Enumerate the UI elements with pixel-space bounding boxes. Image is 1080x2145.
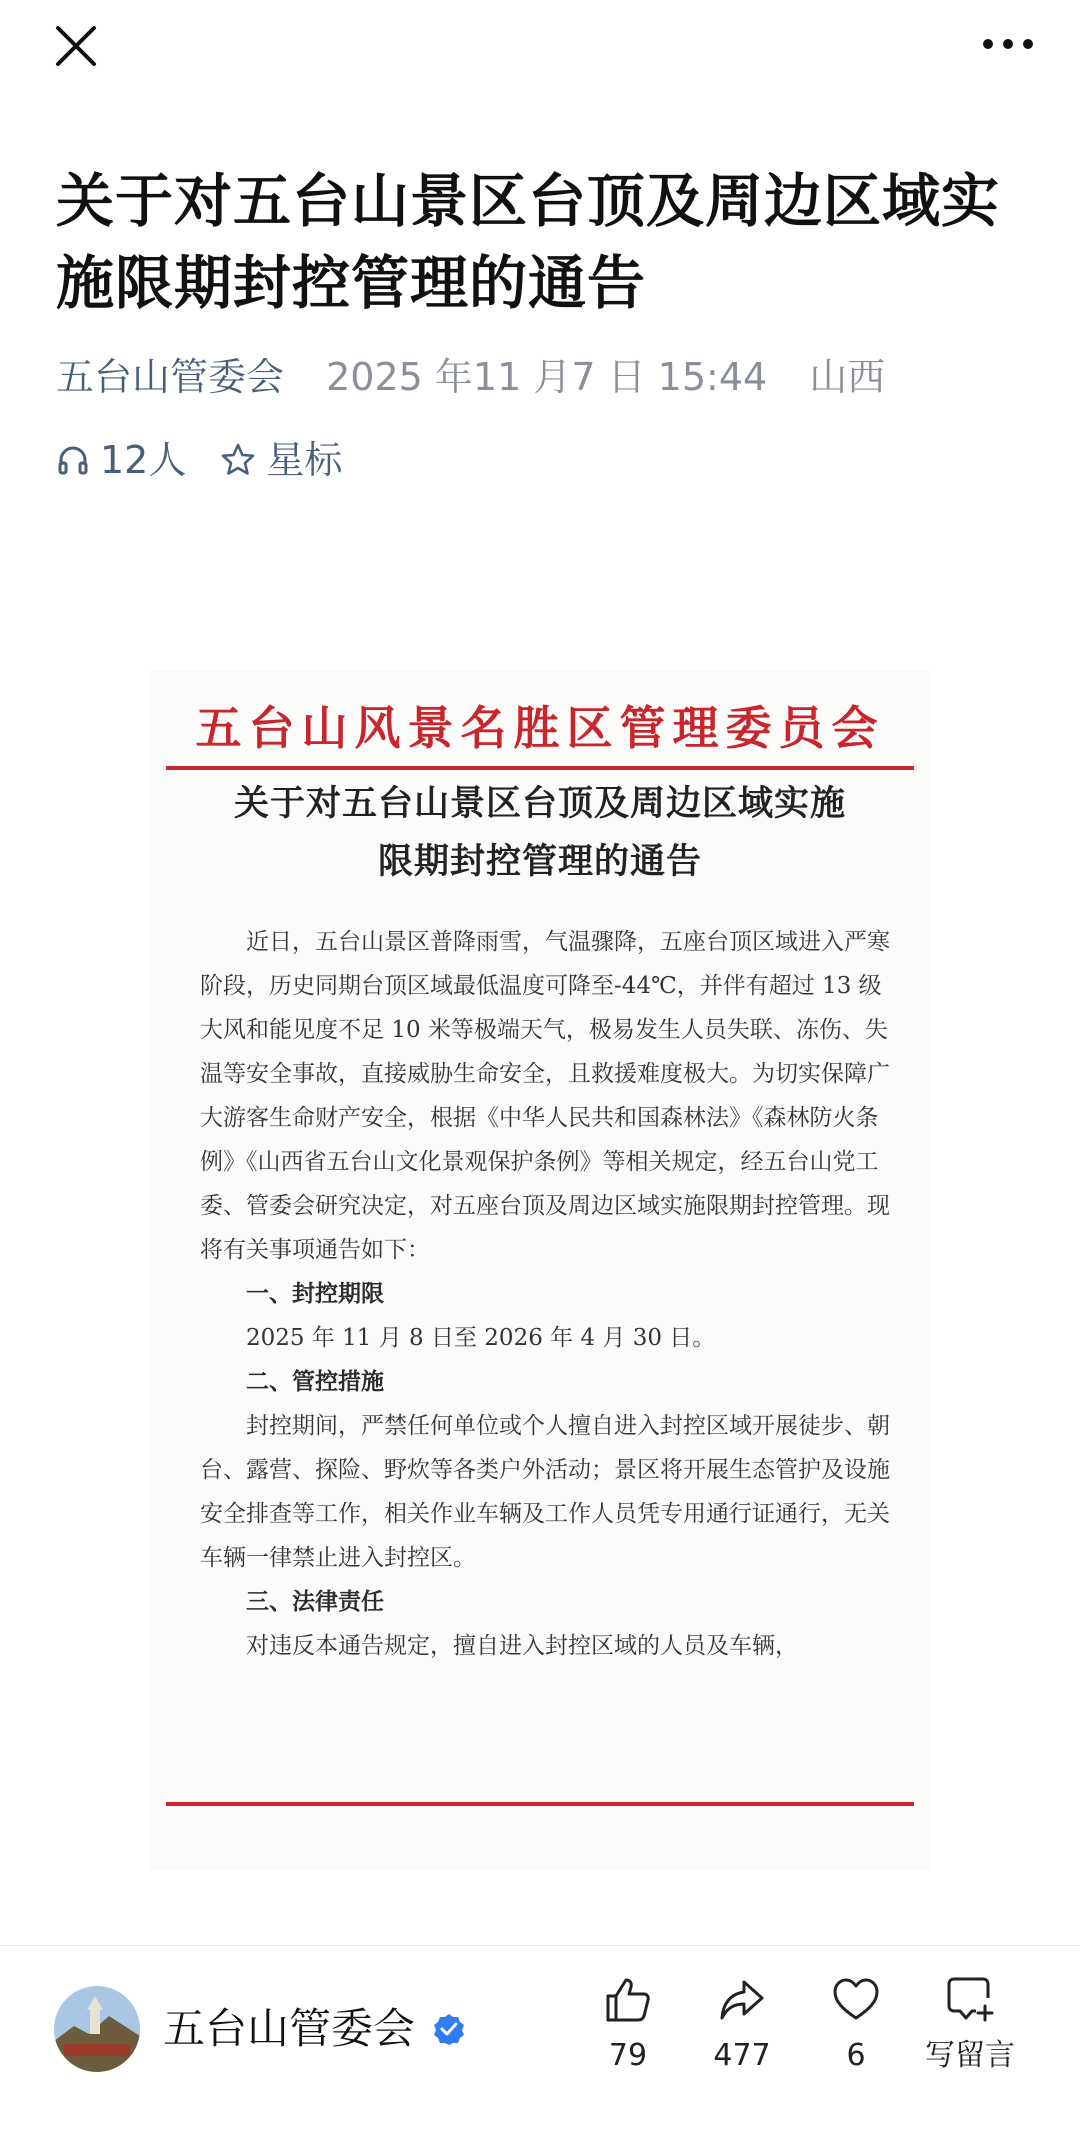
share-count: 477	[713, 2038, 771, 2073]
document-section-heading: 一、封控期限	[246, 1280, 384, 1307]
write-comment-label: 写留言	[925, 2038, 1015, 2073]
article-meta	[56, 352, 885, 402]
document-org-name: 五台山风景名胜区管理委员会	[195, 701, 885, 755]
headphones-icon	[56, 443, 90, 477]
verified-badge-icon	[432, 2012, 466, 2046]
more-options-button[interactable]	[980, 32, 1036, 56]
notice-document-image	[150, 670, 930, 1870]
share-button[interactable]	[692, 1974, 792, 2076]
heart-count: 6	[846, 2038, 866, 2073]
listen-count-label: 12人	[100, 438, 187, 482]
document-body	[200, 920, 900, 1668]
document-title	[150, 775, 930, 891]
document-paragraph: 封控期间，严禁任何单位或个人擅自进入封控区域开展徒步、朝台、露营、探险、野炊等各类户外活动；景区将开展生态管护及设施安全排查等工作，相关作业车辆及工作人员凭专用通行证通行，无关车辆一律禁止进入封控区。	[200, 1413, 890, 1571]
favorite-button[interactable]	[806, 1974, 906, 2076]
publish-location: 山西	[809, 355, 886, 399]
account-avatar[interactable]	[54, 1986, 140, 2072]
share-arrow-icon	[716, 1974, 768, 2026]
star-icon	[220, 442, 256, 478]
thumbs-up-icon	[602, 1974, 654, 2026]
account-name[interactable]: 五台山管委会	[163, 2004, 416, 2053]
like-count: 79	[608, 2038, 648, 2073]
article-stats	[56, 435, 342, 485]
close-icon	[50, 20, 102, 72]
like-button[interactable]	[578, 1974, 678, 2076]
close-button[interactable]	[50, 20, 102, 72]
document-paragraph: 2025 年 11 月 8 日至 2026 年 4 月 30 日。	[246, 1325, 716, 1351]
listen-count[interactable]	[56, 435, 186, 485]
top-bar	[0, 0, 1080, 90]
comment-add-icon	[944, 1974, 996, 2026]
heart-icon	[830, 1974, 882, 2026]
star-button[interactable]	[220, 435, 342, 485]
document-section-heading: 二、管控措施	[246, 1368, 384, 1395]
article-title: 关于对五台山景区台顶及周边区域实施限期封控管理的通告	[56, 167, 1001, 317]
verified-badge	[432, 2012, 466, 2046]
document-title-line2: 限期封控管理的通告	[377, 841, 702, 882]
author-link[interactable]: 五台山管委会	[56, 355, 285, 399]
document-bottom-rule	[166, 1802, 914, 1806]
document-paragraph: 对违反本通告规定，擅自进入封控区域的人员及车辆，	[246, 1633, 798, 1659]
more-horizontal-icon	[980, 32, 1036, 56]
document-title-line1: 关于对五台山景区台顶及周边区域实施	[233, 783, 846, 824]
document-top-rule	[166, 766, 914, 770]
star-label: 星标	[266, 438, 343, 482]
publish-date: 2025 年11 月7 日 15:44	[326, 355, 768, 399]
document-paragraph: 近日，五台山景区普降雨雪，气温骤降，五座台顶区域进入严寒阶段，历史同期台顶区域最低温度可降至-44℃，并伴有超过 13 级大风和能见度不足 10 米等极端天气，极易发生人员失联、冻伤、失温等安全事故，直接威胁生命安全，且救援难度极大。为切实保障广大游客生命财产安全，根据《中华人民共和国森林法》《森林防火条例》《山西省五台山文化景观保护条例》等相关规定，经五台山党工委、管委会研究决定，对五座台顶及周边区域实施限期封控管理。现将有关事项通告如下：	[200, 929, 890, 1263]
document-section-heading: 三、法律责任	[246, 1588, 384, 1615]
write-comment-button[interactable]	[920, 1974, 1020, 2076]
avatar-image	[54, 1986, 140, 2072]
bottom-action-bar	[0, 1946, 1080, 2145]
